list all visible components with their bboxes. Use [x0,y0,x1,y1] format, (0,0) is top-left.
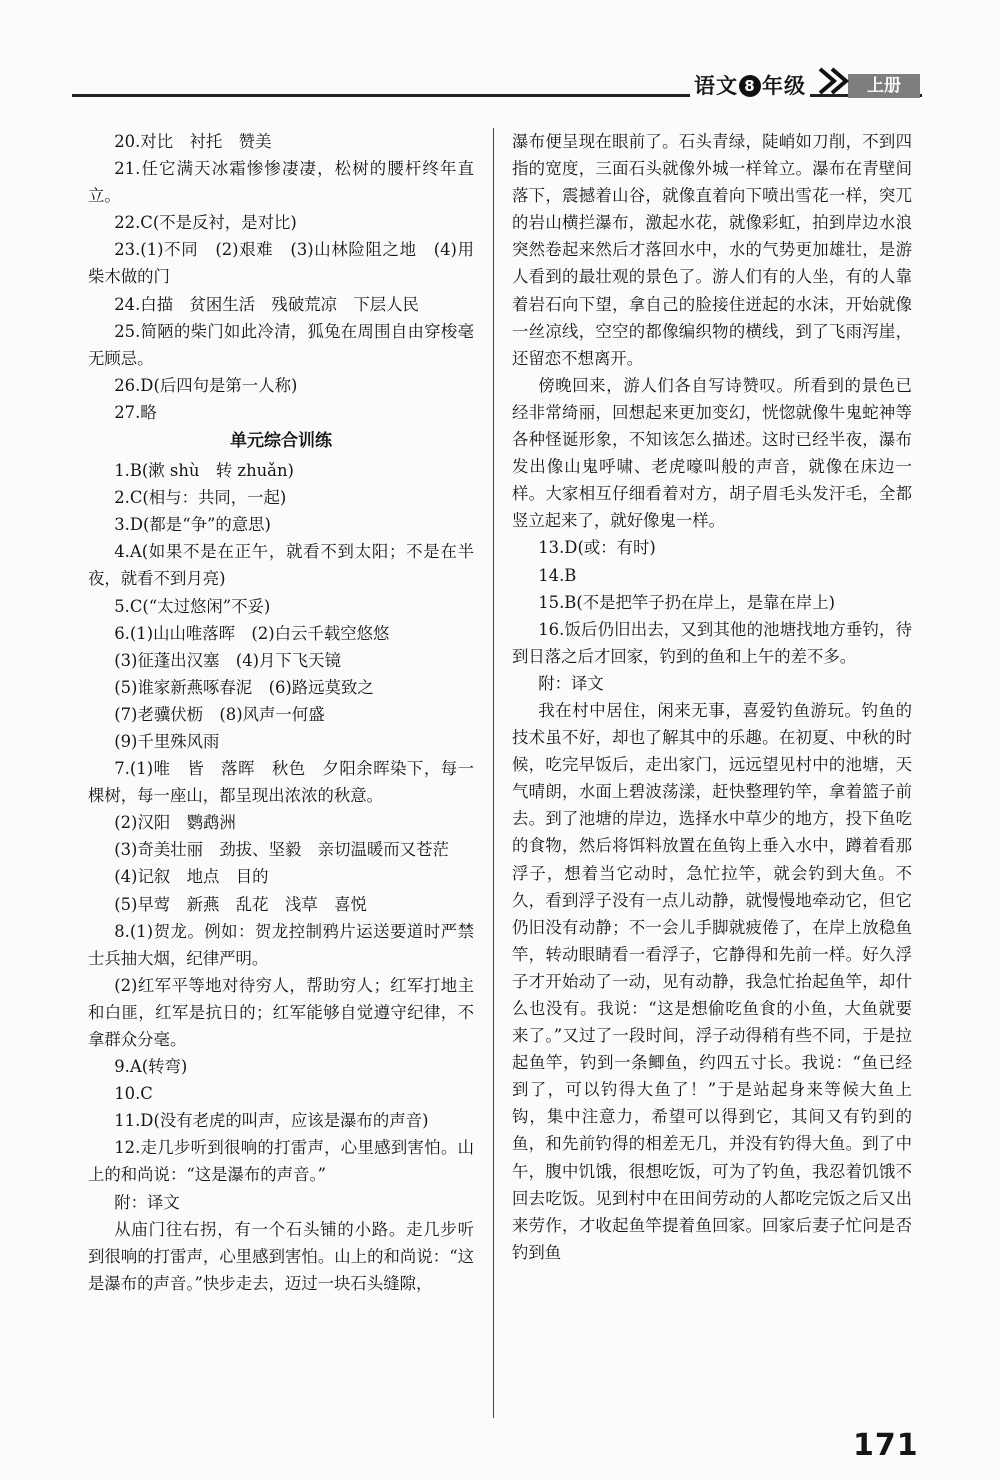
column-divider [493,128,494,1418]
answer-line: 1.B(漱 shù 转 zhuǎn) [114,461,294,481]
answer-line: 24.白描 贫困生活 残破荒凉 下层人民 [114,294,419,314]
answer-line: 25.简陋的柴门如此冷清，狐兔在周围自由穿梭毫无顾忌。 [88,321,474,368]
answer-line: 21.任它满天冰霜惨惨凄凄，松树的腰杆终年直立。 [88,159,474,206]
answer-line: 9.A(转弯) [114,1057,188,1077]
answer-line: (3)奇美壮丽 劲拔、坚毅 亲切温暖而又苍茫 [114,840,449,860]
answer-line: 15.B(不是把竿子扔在岸上，是靠在岸上) [538,592,835,612]
answer-line: 附：译文 [114,1192,180,1212]
answer-line: 20.对比 衬托 赞美 [114,132,272,151]
answer-line: 2.C(相与：共同，一起) [114,488,287,508]
answer-line: 3.D(都是“争”的意思) [114,515,271,535]
page-header [0,70,1000,110]
answer-line: 5.C(“太过悠闲”不妥) [114,596,271,616]
answer-line: 附：译文 [538,673,604,693]
answer-line: (5)早莺 新燕 乱花 浅草 喜悦 [114,894,367,914]
answer-line: 6.(1)山山唯落晖 (2)白云千载空悠悠 [114,623,390,643]
translation-paragraph: 我在村中居住，闲来无事，喜爱钓鱼游玩。钓鱼的技术虽不好，却也了解其中的乐趣。在初夏、中秋的时候，吃完早饭后，走出家门，远远望见村中的池塘，天气晴朗，水面上碧波荡漾，赶快整理钓竿，拿着篮子前去。到了池塘的岸边，选择水中草少的地方，投下鱼吃的食物，然后将饵料放置在鱼钩上垂入水中，蹲着看那浮子，想着当它动时，急忙拉竿，就会钓到大鱼。不久，看到浮子没有一点儿动静，就慢慢地牵动它，但它仍旧没有动静；不一会儿手脚就疲倦了，在岸上放稳鱼竿，转动眼睛看一看浮子，它静得和先前一样。好久浮子才开始动了一动，见有动静，我急忙抬起鱼竿，却什么也没有。我说：“这是想偷吃鱼食的小鱼，大鱼就要来了。”又过了一段时间，浮子动得稍有些不同，于是拉起鱼竿，钓到一条鲫鱼，约四五寸长。我说：“鱼已经到了，可以钓得大鱼了！”于是站起身来等候大鱼上钩，集中注意力，希望可以得到它，其间又有钓到的鱼，和先前钓得的相差无几，并没有钓得大鱼。到了中午，腹中饥饿，很想吃饭，可为了钓鱼，我忍着饥饿不回去吃饭。见到村中在田间劳动的人都吃完饭之后又出来劳作，才收起鱼竿提着鱼回家。回家后妻子忙问是否钓到鱼 [512,700,912,1262]
grade-suffix: 年级 [762,74,806,98]
right-column [512,128,912,1266]
answer-line: 11.D(没有老虎的叫声，应该是瀑布的声音) [114,1111,429,1131]
double-chevron-icon [818,66,866,96]
left-column [88,128,474,1297]
answer-line: (3)征蓬出汉塞 (4)月下飞天镜 [114,650,341,670]
answer-line: 4.A(如果不是在正午，就看不到太阳；不是在半夜，就看不到月亮) [88,542,474,589]
answer-line: (2)汉阳 鹦鹉洲 [114,813,236,833]
answer-line: 10.C [114,1084,153,1104]
answer-line: (7)老骥伏枥 (8)风声一何盛 [114,704,325,724]
answer-line: 8.(1)贺龙。例如：贺龙控制鸦片运送要道时严禁士兵抽大烟，纪律严明。 [88,921,474,968]
answer-line: 16.饭后仍旧出去，又到其他的池塘找地方垂钓，待到日落之后才回家，钓到的鱼和上午的差不多。 [512,619,912,666]
answer-line: 7.(1)唯 皆 落晖 秋色 夕阳余晖染下，每一棵树，每一座山，都呈现出浓浓的秋意。 [88,759,474,806]
answer-line: 14.B [538,565,577,585]
answer-line: 13.D(或：有时) [538,538,656,558]
grade-circle-icon: 8 [739,75,761,97]
unit-section-title: 单元综合训练 [230,431,332,452]
translation-paragraph: 从庙门往右拐，有一个石头铺的小路。走几步听到很响的打雷声，心里感到害怕。山上的和尚说：“这是瀑布的声音。”快步走去，迈过一块石头缝隙， [88,1219,474,1293]
answer-line: (2)红军平等地对待穷人，帮助穷人；红军打地主和白匪，红军是抗日的；红军能够自觉遵守纪律，不拿群众分毫。 [88,975,474,1049]
answer-line: 23.(1)不同 (2)艰难 (3)山林险阻之地 (4)用柴木做的门 [88,240,474,287]
volume-tag: 上册 [848,74,920,98]
subject-label: 语文 [694,74,738,98]
translation-paragraph: 瀑布便呈现在眼前了。石头青绿，陡峭如刀削，不到四指的宽度，三面石头就像外城一样耸立。瀑布在青壁间落下，震撼着山谷，就像直着向下喷出雪花一样，突兀的岩山横拦瀑布，激起水花，就像彩虹，拍到岸边水浪突然卷起来然后才落回水中，水的气势更加雄壮，是游人看到的最壮观的景色了。游人们有的人坐，有的人靠着岩石向下望，拿自己的脸接住迸起的水沫，开始就像一丝凉线，空空的都像编织物的横线，到了飞雨泻崖，还留恋不想离开。 [512,132,912,368]
answer-line: 27.略 [114,402,157,422]
answer-line: (5)谁家新燕啄春泥 (6)路远莫致之 [114,677,374,697]
translation-paragraph: 傍晚回来，游人们各自写诗赞叹。所看到的景色已经非常绮丽，回想起来更加变幻，恍惚就像牛鬼蛇神等各种怪诞形象，不知该怎么描述。这时已经半夜，瀑布发出像山鬼呼啸、老虎嚎叫般的声音，就像在床边一样。大家相互仔细看着对方，胡子眉毛头发汗毛，全都竖立起来了，就好像鬼一样。 [512,375,912,531]
answer-line: 12.走几步听到很响的打雷声，心里感到害怕。山上的和尚说：“这是瀑布的声音。” [88,1138,474,1185]
page-number: 171 [853,1428,919,1463]
answer-line: 26.D(后四句是第一人称) [114,375,298,395]
answer-line: 22.C(不是反衬，是对比) [114,213,297,233]
answer-line: (9)千里殊风雨 [114,731,220,751]
answer-line: (4)记叙 地点 目的 [114,867,269,887]
header-title [690,70,810,100]
